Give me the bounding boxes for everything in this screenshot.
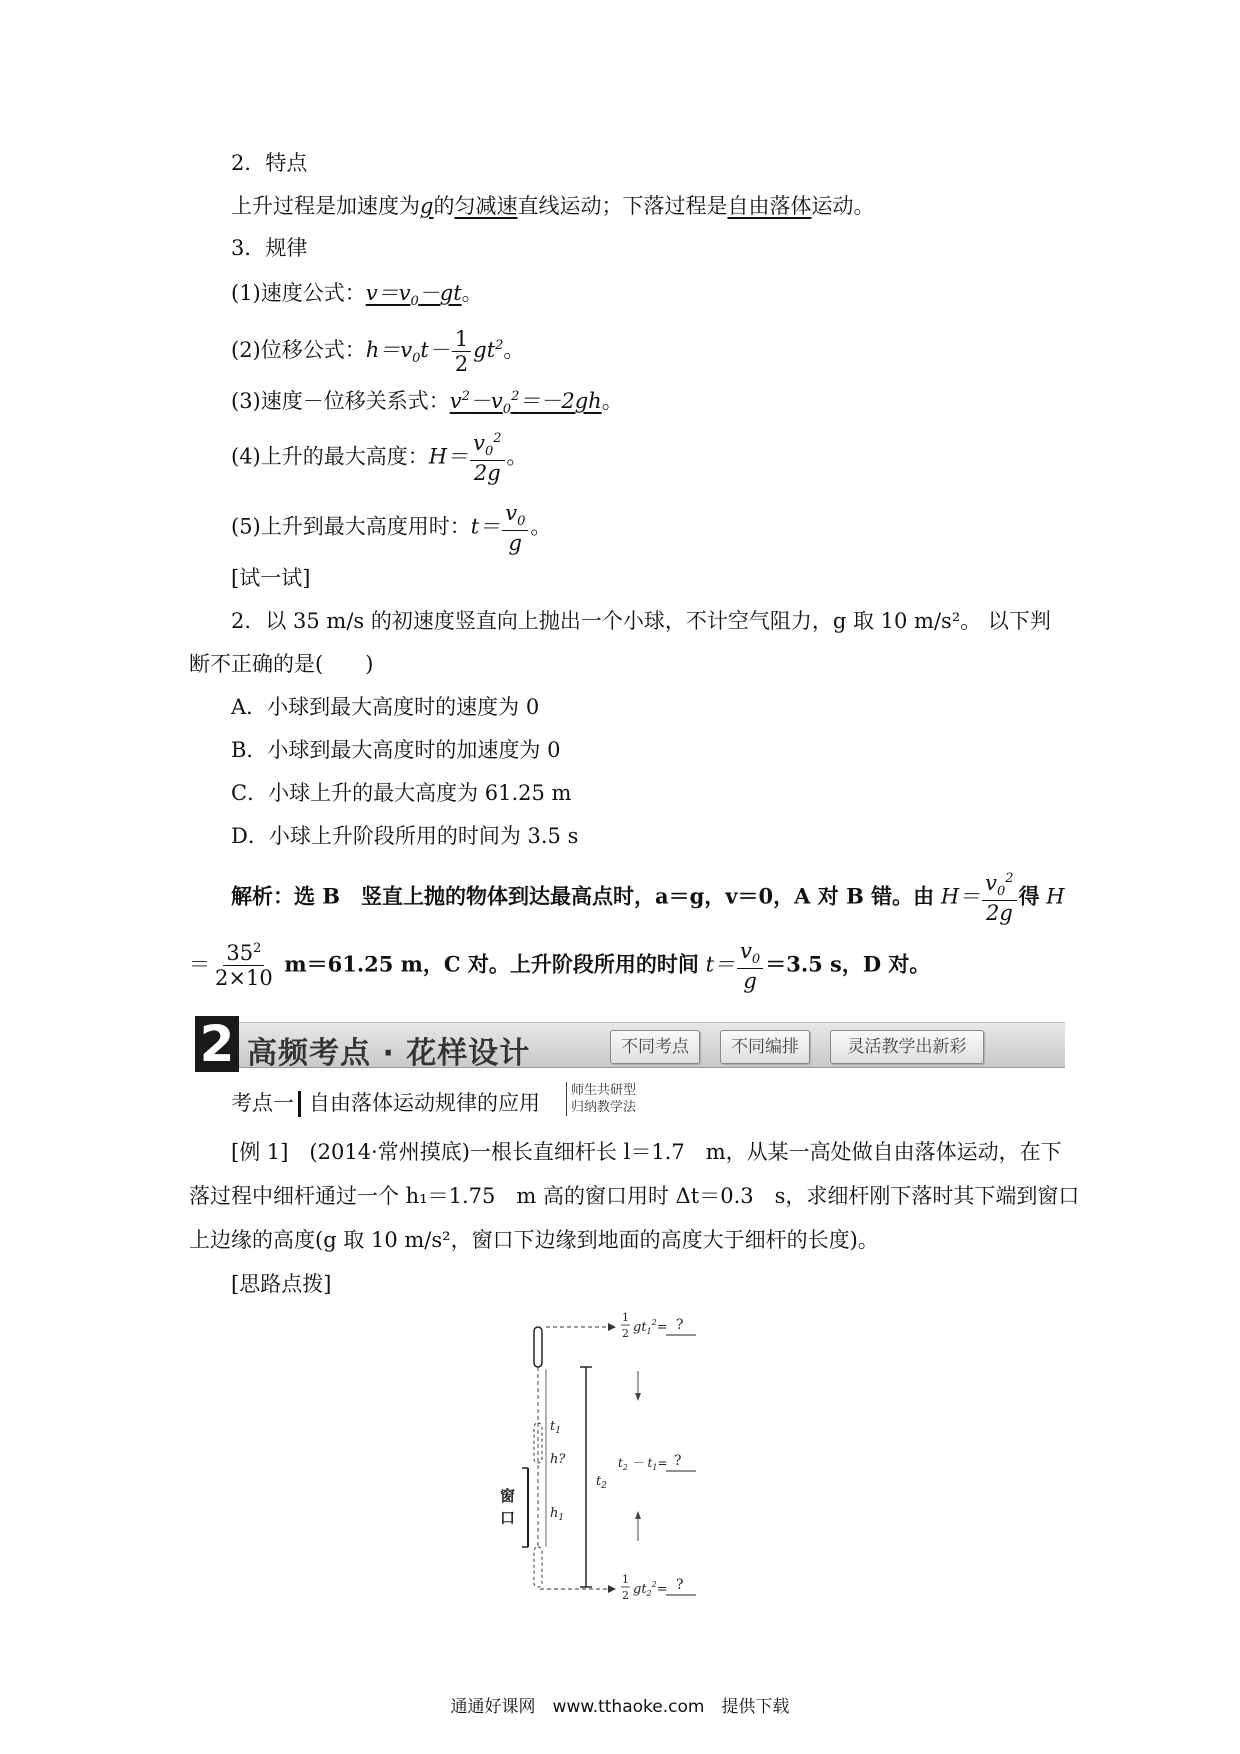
option-a: A．小球到最大高度时的速度为 0 (231, 695, 540, 719)
analysis-line-2: ＝ $\frac{35^2}{2\times 10}$ m＝61.25 m，C 对。上升阶段所用的时间 t＝ $\frac{v_0}{g}$ ＝3.5 s，D 对。 (189, 939, 931, 993)
eq2: $gt_2^2=$ (633, 1580, 668, 1598)
h-label: h? (550, 1452, 566, 1467)
example-line-2: 落过程中细杆通过一个 h₁＝1.75 m 高的窗口用时 Δt＝0.3 s，求细杆刚下落时其下端到窗口 (189, 1184, 1080, 1208)
analysis-text: 解析：选 B 竖直上抛的物体到达最高点时，a＝g，v＝0，A 对 B 错。由 (231, 883, 935, 909)
analysis-line-1: 解析：选 B 竖直上抛的物体到达最高点时，a＝g，v＝0，A 对 B 错。由 H＝ $\frac{v_0^2}{2g}$ 得 H (231, 871, 1065, 925)
aside-line: 归纳教学法 (571, 1100, 637, 1115)
rod-top (534, 1327, 542, 1367)
example-line-3: 上边缘的高度(g 取 10 m/s²，窗口下边缘到地面的高度大于细杆的长度)。 (189, 1228, 879, 1252)
blank-freefall: 自由落体 (727, 194, 812, 218)
divider (298, 1091, 301, 1117)
text: 的 (433, 194, 455, 218)
t1-label: $t_1$ (550, 1419, 561, 1436)
formula-label: (3)速度－位移关系式： (231, 389, 450, 413)
heading-laws: 3．规律 (231, 236, 308, 260)
blank-g: g (420, 194, 434, 218)
eq1-answer: ? (676, 1317, 684, 1333)
tag-different-points: 不同考点 (610, 1030, 700, 1064)
blank-decel: 匀减速 (454, 194, 518, 218)
eq2-half-den: 2 (622, 1589, 629, 1602)
trial-label: [试一试] (231, 566, 311, 590)
banner-title: 高频考点 · 花样设计 (247, 1036, 531, 1071)
formula-label: (2)位移公式： (231, 338, 366, 363)
section-title (231, 1087, 540, 1117)
h1-label: $h_1$ (550, 1506, 565, 1523)
formula-time: (5)上升到最大高度用时：t＝ $\frac{v_0}{g}$ 。 (231, 501, 552, 555)
text: 直线运动；下落过程是 (517, 194, 728, 218)
section-number: 考点一 (231, 1091, 294, 1115)
option-d: D．小球上升阶段所用的时间为 3.5 s (231, 824, 579, 848)
section-name: 自由落体运动规律的应用 (309, 1091, 540, 1115)
footer: 通通好课网 www.tthaoke.com 提供下载 (450, 1697, 790, 1717)
question-line-2: 断不正确的是( ) (189, 652, 374, 676)
eq2-answer: ? (676, 1577, 684, 1593)
aside-line: 师生共研型 (571, 1083, 637, 1098)
rod-bottom (534, 1547, 542, 1587)
eq1-half-den: 2 (622, 1327, 629, 1340)
eq1: $gt_1^2=$ (633, 1318, 668, 1336)
text: 运动。 (811, 194, 875, 218)
t2-label: $t_2$ (596, 1474, 607, 1491)
rod-mid (534, 1423, 542, 1463)
free-fall-diagram (490, 1305, 790, 1605)
formula-displacement: (2)位移公式：$h=v_0t-$ $\frac{1}{2}$ $gt^2$。 (231, 327, 525, 377)
tag-flexible-teaching: 灵活教学出新彩 (830, 1030, 984, 1064)
eq-mid: $t_2 - t_1=$ (618, 1456, 668, 1472)
option-b: B．小球到最大高度时的加速度为 0 (231, 738, 561, 762)
tag-different-layout: 不同编排 (720, 1030, 810, 1064)
heading-features: 2．特点 (231, 151, 308, 175)
text: 上升过程是加速度为 (231, 194, 420, 218)
example-line-1: [例 1] (2014·常州摸底)一根长直细杆长 l＝1.7 m，从某一高处做自由落体运动，在下 (231, 1140, 1062, 1164)
analysis-text: ＝3.5 s，D 对。 (765, 951, 931, 977)
hint-label: [思路点拨] (231, 1272, 332, 1296)
eq1-half-num: 1 (622, 1311, 629, 1324)
formula-label: (1)速度公式： (231, 281, 366, 305)
window-label-2: 口 (500, 1509, 516, 1527)
arrowhead-top (608, 1323, 616, 1331)
analysis-text: m＝61.25 m，C 对。上升阶段所用的时间 (284, 951, 699, 977)
eq-mid-answer: ? (674, 1453, 682, 1469)
formula-velocity: (1)速度公式：$v=v_0-gt$。 (231, 281, 483, 310)
window-label-1: 窗 (500, 1487, 516, 1505)
arrowhead-up (635, 1511, 641, 1519)
banner-number: 2 (195, 1016, 239, 1072)
eq2-half-num: 1 (622, 1573, 629, 1586)
question-line-1: 2．以 35 m/s 的初速度竖直向上抛出一个小球，不计空气阻力，g 取 10 m/s²。 以下判 (231, 609, 1051, 633)
formula-max-height: (4)上升的最大高度：H＝ $\frac{v_0^2}{2g}$ 。 (231, 431, 528, 485)
features-paragraph (231, 196, 874, 217)
formula-label: (5)上升到最大高度用时： (231, 514, 471, 539)
arrowhead-bottom (608, 1585, 616, 1593)
formula-velocity-displacement: (3)速度－位移关系式：$v^2-v_0^2=-2gh$。 (231, 389, 623, 418)
section-aside (566, 1082, 636, 1116)
formula-velocity-expr: $v=v_0-gt$ (365, 281, 462, 310)
analysis-text: 得 (1018, 883, 1040, 909)
section-banner (195, 1016, 1065, 1074)
option-c: C．小球上升的最大高度为 61.25 m (231, 781, 572, 805)
arrowhead-down (635, 1393, 641, 1401)
formula-label: (4)上升的最大高度： (231, 444, 429, 469)
